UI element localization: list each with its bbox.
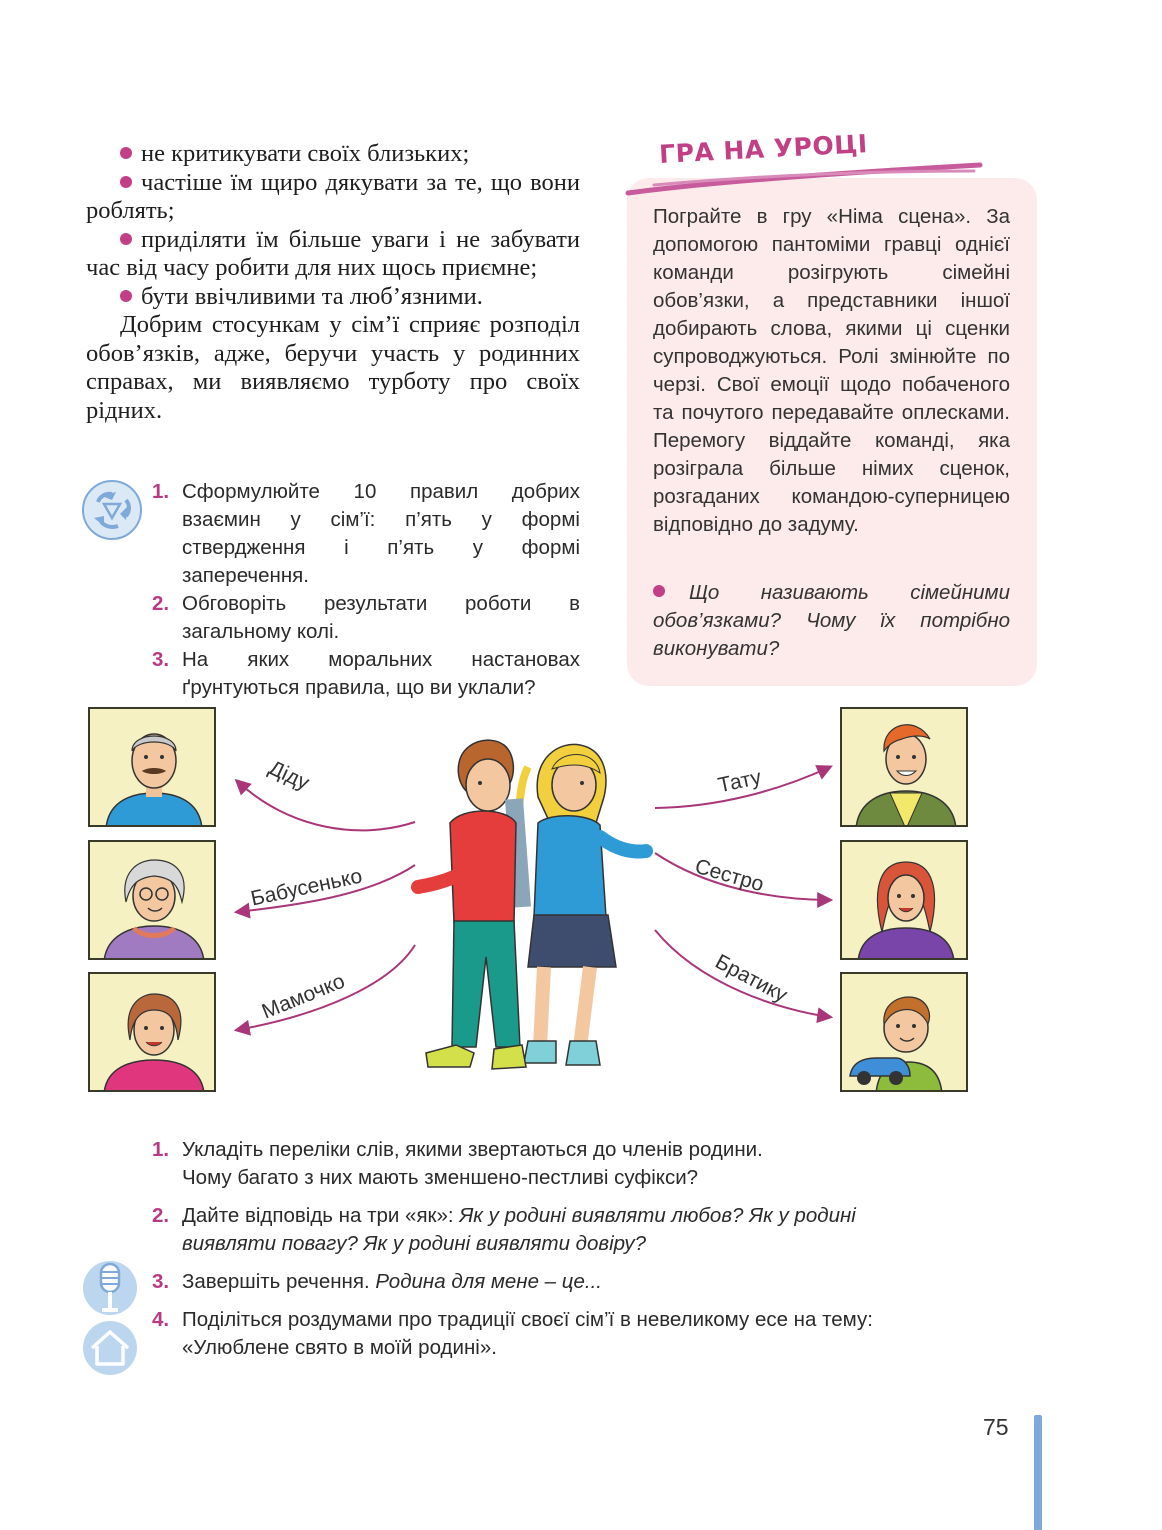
bullet-item: не критикувати своїх близьких; bbox=[86, 140, 580, 169]
task-text: Дайте відповідь на три «як»: bbox=[182, 1204, 460, 1227]
task-italic-text: Родина для мене – це... bbox=[375, 1270, 602, 1293]
task-number: 1. bbox=[152, 480, 170, 503]
task-item bbox=[152, 1268, 982, 1296]
page-number: 75 bbox=[983, 1414, 1009, 1440]
game-question: Що називають сімейними обов’язками? Чому їх потрібно виконувати? bbox=[653, 581, 1010, 660]
task-item bbox=[152, 590, 580, 646]
bullet-dot bbox=[120, 147, 132, 159]
bullet-dot bbox=[120, 290, 132, 302]
tasks-list bbox=[152, 478, 580, 702]
main-text bbox=[86, 140, 580, 425]
task-text: На яких моральних настановах ґрунтуються правила, що ви уклали? bbox=[182, 648, 580, 699]
bullet-dot bbox=[120, 233, 132, 245]
address-label: Діду bbox=[265, 756, 313, 795]
task-text: Чому багато з них мають зменшено-пестливі суфікси? bbox=[182, 1166, 699, 1189]
portrait-brother bbox=[840, 972, 968, 1092]
address-label: Мамочко bbox=[258, 969, 349, 1024]
task-text: Поділіться роздумами про традиції своєї сім’ї в невеликому есе на тему: bbox=[182, 1308, 873, 1331]
portrait-grandmother bbox=[88, 840, 216, 960]
bullet-dot bbox=[120, 176, 132, 188]
game-title: ГРА НА УРОЦІ bbox=[658, 129, 869, 169]
microphone-icon bbox=[82, 1260, 138, 1316]
address-label: Бабусенько bbox=[248, 864, 365, 911]
page-edge-bar bbox=[1034, 1415, 1042, 1530]
task-text: Укладіть переліки слів, якими звертаються до членів родини. bbox=[182, 1138, 763, 1161]
cycle-icon bbox=[82, 480, 142, 540]
bullet-dot bbox=[653, 585, 665, 597]
task-item bbox=[152, 1306, 982, 1362]
bottom-tasks-list bbox=[152, 1136, 982, 1372]
task-text: «Улюблене свято в моїй родині». bbox=[182, 1336, 497, 1359]
address-label: Сестро bbox=[692, 854, 767, 897]
bullet-item: приділяти їм більше уваги і не забувати час від часу робити для них щось приємне; bbox=[86, 225, 580, 281]
task-text: Завершіть речення. bbox=[182, 1270, 376, 1293]
task-italic-text: Як у родині виявляти любов? Як у родині bbox=[459, 1204, 856, 1227]
address-label: Тату bbox=[715, 765, 764, 798]
task-number: 2. bbox=[152, 1204, 170, 1227]
body-paragraph: Добрим стосункам у сім’ї сприяє розподіл обов’язків, адже, беручи участь у родинних справах, ми виявляємо турботу про своїх рідних. bbox=[86, 311, 580, 424]
bullet-item: бути ввічливими та люб’язними. bbox=[86, 283, 580, 312]
task-number: 4. bbox=[152, 1308, 170, 1331]
portrait-grandfather bbox=[88, 707, 216, 827]
task-number: 3. bbox=[152, 1270, 170, 1293]
bullet-item: частіше їм щиро дякувати за те, що вони роблять; bbox=[86, 168, 580, 224]
game-text: Пограйте в гру «Німа сцена». За допомогою пантоміми гравці однієї команди розігрують сімейні обов’язки, а представники іншої добирають слова, якими ці сценки супроводжуються. Ролі змінюйте по черзі. Свої емоції щодо побаченого та почутого передавайте оплесками. Перемогу віддайте команді, яка розіграла більше німих сценок, розгаданих командою-суперницею відповідно до задуму. bbox=[653, 205, 1010, 536]
task-item bbox=[152, 646, 580, 702]
home-icon bbox=[82, 1320, 138, 1376]
portrait-mother bbox=[88, 972, 216, 1092]
portrait-father bbox=[840, 707, 968, 827]
task-item bbox=[152, 1202, 982, 1258]
task-item bbox=[152, 478, 580, 590]
portrait-sister bbox=[840, 840, 968, 960]
address-label: Братику bbox=[711, 950, 792, 1008]
task-number: 1. bbox=[152, 1138, 170, 1161]
task-text: Сформулюйте 10 правил добрих взаємин у сім’ї: п’ять у формі ствердження і п’ять у формі заперечення. bbox=[182, 480, 580, 587]
children-illustration bbox=[410, 727, 660, 1087]
task-item bbox=[152, 1136, 982, 1192]
task-text: Обговоріть результати роботи в загальному колі. bbox=[182, 592, 580, 643]
task-number: 2. bbox=[152, 592, 170, 615]
task-italic-text: виявляти повагу? Як у родині виявляти довіру? bbox=[182, 1232, 647, 1255]
task-number: 3. bbox=[152, 648, 170, 671]
